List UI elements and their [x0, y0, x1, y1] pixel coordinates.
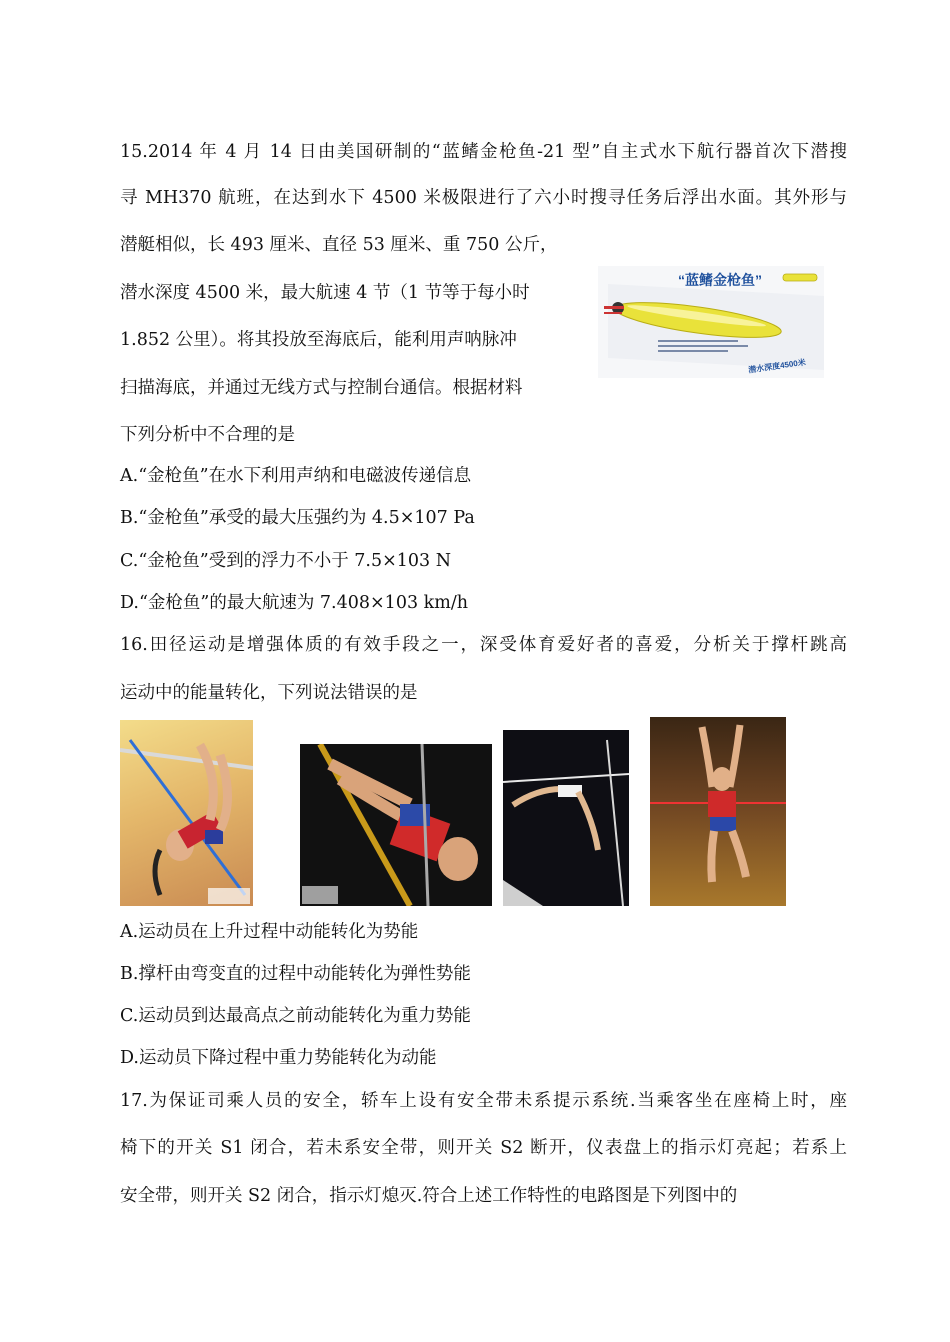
pole-vault-photo-2 [300, 744, 492, 906]
figure-title: “蓝鳍金枪鱼” [678, 272, 762, 288]
q16-line-2: 运动中的能量转化，下列说法错误的是 [120, 683, 418, 703]
q15-option-c: C.“金枪鱼”受到的浮力不小于 7.5×103 N [120, 551, 452, 571]
pole-vault-photo-4 [650, 717, 786, 906]
q15-line-6: 扫描海底，并通过无线方式与控制台通信。根据材料 [120, 378, 523, 398]
q17-line-1: 17.为保证司乘人员的安全，轿车上设有安全带未系提示系统.当乘客坐在座椅上时，座 [120, 1091, 847, 1111]
q15-line-3: 潜艇相似，长 493 厘米、直径 53 厘米、重 750 公斤， [120, 235, 558, 255]
q16-option-b: B.撑杆由弯变直的过程中动能转化为弹性势能 [120, 964, 471, 984]
q15-line-4: 潜水深度 4500 米，最大航速 4 节（1 节等于每小时 [120, 283, 530, 303]
q17-line-2: 椅下的开关 S1 闭合，若未系安全带，则开关 S2 断开，仪表盘上的指示灯亮起；若系上 [120, 1138, 847, 1158]
q15-line-1: 15.2014 年 4 月 14 日由美国研制的“蓝鳍金枪鱼-21 型”自主式水下航行器首次下潜搜 [120, 142, 847, 162]
q16-option-c: C.运动员到达最高点之前动能转化为重力势能 [120, 1006, 471, 1026]
q15-line-5: 1.852 公里）。将其投放至海底后，能利用声呐脉冲 [120, 330, 517, 350]
pole-vault-photo-1 [120, 720, 253, 906]
q16-line-1: 16.田径运动是增强体质的有效手段之一，深受体育爱好者的喜爱，分析关于撑杆跳高 [120, 635, 847, 655]
pole-vault-photo-3 [503, 730, 629, 906]
q16-option-a: A.运动员在上升过程中动能转化为势能 [120, 922, 419, 942]
tuna-auv-figure [598, 266, 824, 378]
q15-option-b: B.“金枪鱼”承受的最大压强约为 4.5×107 Pa [120, 508, 475, 528]
q15-line-7: 下列分析中不合理的是 [120, 425, 295, 445]
q15-option-d: D.“金枪鱼”的最大航速为 7.408×103 km/h [120, 593, 469, 613]
q15-line-2: 寻 MH370 航班，在达到水下 4500 米极限进行了六小时搜寻任务后浮出水面。其外形与 [120, 188, 847, 208]
figure-caption: 潜水深度4500米 [747, 357, 807, 375]
q17-line-3: 安全带，则开关 S2 闭合，指示灯熄灭.符合上述工作特性的电路图是下列图中的 [120, 1186, 738, 1206]
q15-option-a: A.“金枪鱼”在水下利用声纳和电磁波传递信息 [120, 466, 472, 486]
q16-option-d: D.运动员下降过程中重力势能转化为动能 [120, 1048, 437, 1068]
